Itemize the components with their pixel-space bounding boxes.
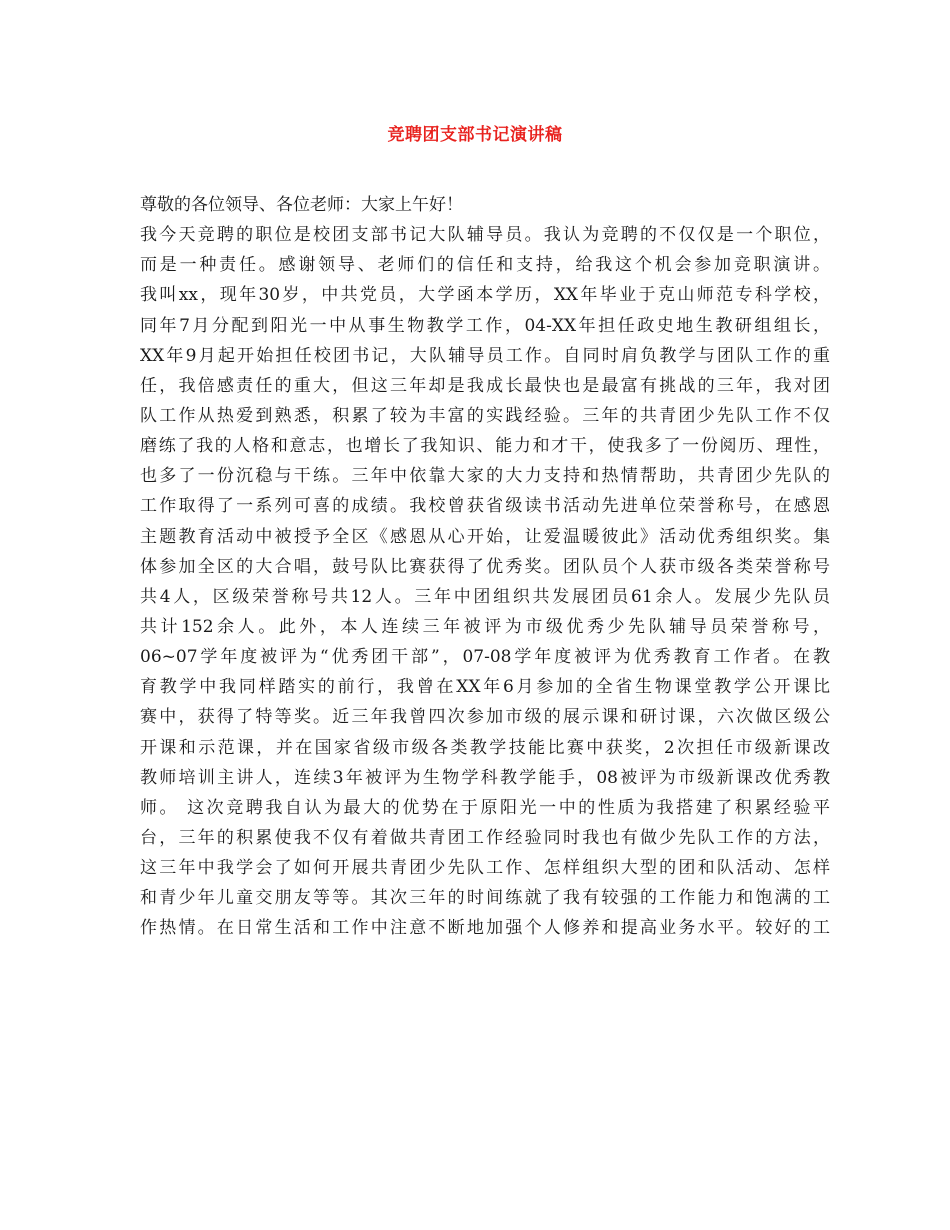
body-line: 也多了一份沉稳与干练。三年中依靠大家的大力支持和热情帮助，共青团少先队的 [140, 466, 830, 487]
body-line: 赛中，获得了特等奖。近三年我曾四次参加市级的展示课和研讨课，六次做区级公 [140, 707, 830, 728]
body-line: 共计152余人。此外，本人连续三年被评为市级优秀少先队辅导员荣誉称号， [140, 616, 830, 637]
body-line: 磨练了我的人格和意志，也增长了我知识、能力和才干，使我多了一份阅历、理性， [140, 436, 830, 457]
body-line: 主题教育活动中被授予全区《感恩从心开始，让爱温暖彼此》活动优秀组织奖。集 [140, 526, 830, 547]
body-line: 共4人，区级荣誉称号共12人。三年中团组织共发展团员61余人。发展少先队员 [140, 586, 830, 607]
body-line: 我叫xx，现年30岁，中共党员，大学函本学历，XX年毕业于克山师范专科学校， [140, 285, 830, 306]
body-line: 尊敬的各位领导、各位老师：大家上午好！ [140, 195, 463, 215]
body-line: XX年9月起开始担任校团书记，大队辅导员工作。自同时肩负教学与团队工作的重 [140, 345, 830, 366]
body-line: 师。 这次竞聘我自认为最大的优势在于原阳光一中的性质为我搭建了积累经验平 [140, 797, 830, 818]
body-line: 而是一种责任。感谢领导、老师们的信任和支持，给我这个机会参加竞职演讲。 [140, 255, 830, 276]
body-line: 育教学中我同样踏实的前行，我曾在XX年6月参加的全省生物课堂教学公开课比 [140, 677, 830, 698]
document-body [140, 190, 830, 944]
body-line: 同年7月分配到阳光一中从事生物教学工作，04-XX年担任政史地生教研组组长， [140, 315, 830, 336]
body-line: 队工作从热爱到熟悉，积累了较为丰富的实践经验。三年的共青团少先队工作不仅 [140, 405, 830, 426]
body-line: 作热情。在日常生活和工作中注意不断地加强个人修养和提高业务水平。较好的工 [140, 918, 830, 939]
body-line: 我今天竞聘的职位是校团支部书记大队辅导员。我认为竞聘的不仅仅是一个职位， [140, 225, 830, 246]
body-line: 任，我倍感责任的重大，但这三年却是我成长最快也是最富有挑战的三年，我对团 [140, 375, 830, 396]
body-line: 教师培训主讲人，连续3年被评为生物学科教学能手，08被评为市级新课改优秀教 [140, 767, 830, 788]
body-line: 和青少年儿童交朋友等等。其次三年的时间练就了我有较强的工作能力和饱满的工 [140, 888, 830, 909]
body-line: 开课和示范课，并在国家省级市级各类教学技能比赛中获奖，2次担任市级新课改 [140, 737, 830, 758]
body-line: 体参加全区的大合唱，鼓号队比赛获得了优秀奖。团队员个人获市级各类荣誉称号 [140, 556, 830, 577]
body-line: 工作取得了一系列可喜的成绩。我校曾获省级读书活动先进单位荣誉称号，在感恩 [140, 496, 830, 517]
body-line: 06~07学年度被评为“优秀团干部”，07-08学年度被评为优秀教育工作者。在教 [140, 647, 830, 668]
body-line: 这三年中我学会了如何开展共青团少先队工作、怎样组织大型的团和队活动、怎样 [140, 858, 830, 879]
body-line: 台，三年的积累使我不仅有着做共青团工作经验同时我也有做少先队工作的方法， [140, 827, 830, 848]
document-title: 竞聘团支部书记演讲稿 [387, 125, 563, 145]
